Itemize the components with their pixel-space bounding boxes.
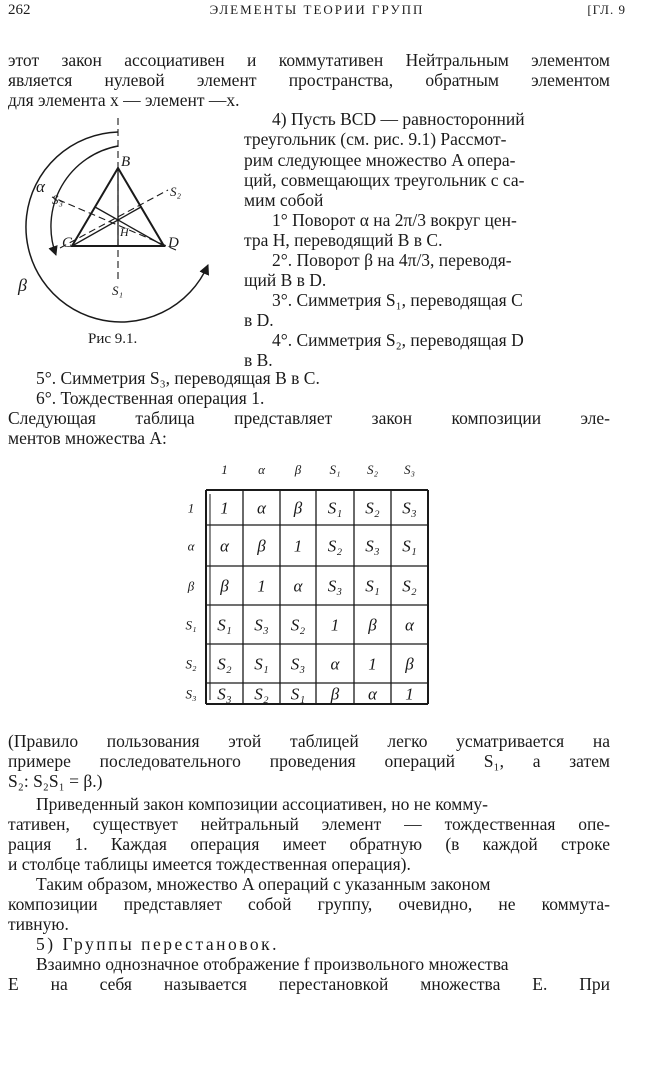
- body-line: (Правило пользования этой таблицей легко усматривается на: [8, 731, 610, 751]
- composition-table: [0, 455, 650, 715]
- table-row-header: β: [187, 578, 195, 594]
- table-cell: 1: [220, 498, 229, 518]
- table-cell: β: [368, 615, 377, 635]
- table-cell: S₁: [327, 498, 343, 518]
- label-d: D: [168, 235, 179, 251]
- table-cell: α: [405, 615, 414, 635]
- table-cell: S₂: [254, 684, 269, 704]
- right-column-line: треугольник (см. рис. 9.1) Рассмот-: [244, 129, 507, 149]
- table-cell: β: [220, 576, 229, 596]
- label-s2: S₂: [170, 184, 182, 199]
- table-cell: S₃: [254, 615, 269, 635]
- right-column-line: 4°. Симметрия S₂, переводящая D: [272, 330, 524, 350]
- table-cell: 1: [405, 684, 414, 704]
- right-column-line: 2°. Поворот β на 4π/3, переводя-: [272, 250, 512, 270]
- intro-line: этот закон ассоциативен и коммутативен Нейтральным элементом: [8, 50, 610, 70]
- right-column-line: мим собой: [244, 190, 324, 210]
- table-cell: β: [405, 654, 414, 674]
- body-line: 5°. Симметрия S₃, переводящая B в C.: [36, 368, 320, 388]
- intro-line: является нулевой элемент пространства, обратным элементом: [8, 70, 610, 90]
- body-line: примере последовательного проведения операций S₁, а затем: [8, 751, 610, 771]
- label-c: C: [62, 235, 73, 251]
- label-s1: S₁: [112, 283, 124, 298]
- table-cell: S₂: [290, 615, 306, 635]
- table-cell: S₁: [217, 615, 232, 635]
- table-col-header: S₁: [329, 462, 341, 477]
- table-cell: S₂: [402, 576, 417, 596]
- table-cell: S₁: [365, 576, 380, 596]
- label-s3: S₃: [52, 192, 64, 207]
- table-cell: β: [293, 498, 303, 518]
- body-line: 6°. Тождественная операция 1.: [36, 388, 265, 408]
- right-column-line: щий B в D.: [244, 270, 327, 290]
- table-cell: β: [330, 684, 340, 704]
- section-heading: 5) Группы перестановок.: [36, 934, 279, 954]
- label-beta: β: [18, 275, 27, 295]
- table-row-header: α: [187, 538, 195, 554]
- table-row-header: S₁: [185, 617, 197, 633]
- body-line: E на себя называется перестановкой множества E. При: [8, 974, 610, 994]
- right-column-line: рим следующее множество A опера-: [244, 150, 516, 170]
- table-col-header: α: [258, 462, 265, 477]
- body-line: тативен, существует нейтральный элемент — тождественная опе-: [8, 814, 610, 834]
- label-b: B: [121, 154, 131, 170]
- figure-caption: Рис 9.1.: [88, 331, 138, 347]
- table-cell: S₂: [365, 498, 380, 518]
- running-title: ЭЛЕМЕНТЫ ТЕОРИИ ГРУПП: [209, 2, 425, 17]
- table-cell: α: [330, 654, 340, 674]
- body-line: композиции представляет собой группу, очевидно, не коммута-: [8, 894, 610, 914]
- table-cell: 1: [368, 654, 377, 674]
- table-cell: S₃: [290, 654, 306, 674]
- table-cell: S₃: [402, 498, 417, 518]
- table-cell: S₃: [365, 536, 380, 556]
- table-cell: S₁: [402, 536, 417, 556]
- right-column-line: 1° Поворот α на 2π/3 вокруг цен-: [272, 210, 517, 230]
- body-line: Приведенный закон композиции ассоциативен, но не комму-: [36, 794, 489, 814]
- page-number: 262: [8, 2, 31, 18]
- page-header: [8, 0, 626, 22]
- right-column-line: 3°. Симметрия S₁, переводящая C: [272, 290, 523, 310]
- right-column-line: 4) Пусть BCD — равносторонний: [272, 109, 525, 129]
- body-line: S₂: S₂S₁ = β.): [8, 771, 103, 791]
- body-line: Следующая таблица представляет закон композиции эле-: [8, 408, 610, 428]
- table-cell: S₂: [327, 536, 343, 556]
- body-line: Таким образом, множество A операций с указанным законом: [36, 874, 491, 894]
- figure-9-1: [0, 110, 240, 330]
- chapter-label: [ГЛ. 9: [587, 2, 626, 17]
- table-cell: S₃: [327, 576, 343, 596]
- body-line: рация 1. Каждая операция имеет обратную (в каждой строке: [8, 834, 610, 854]
- table-cell: 1: [330, 615, 340, 635]
- table-col-header: S₂: [366, 462, 379, 477]
- right-column-line: в D.: [244, 310, 274, 330]
- table-col-header: S₃: [403, 462, 416, 477]
- table-cell: S₁: [290, 684, 306, 704]
- table-cell: α: [220, 536, 229, 556]
- body-line: ментов множества A:: [8, 428, 167, 448]
- table-cell: S₂: [217, 654, 232, 674]
- body-line: и столбце таблицы имеется тождественная операция).: [8, 854, 411, 874]
- table-col-header: 1: [221, 462, 228, 477]
- right-column-line: тра H, переводящий B в C.: [244, 230, 443, 250]
- table-col-header: β: [294, 462, 302, 477]
- table-row-header: S₂: [185, 656, 197, 672]
- table-cell: α: [368, 684, 377, 704]
- right-column-line: в B.: [244, 350, 273, 370]
- table-cell: 1: [293, 536, 303, 556]
- table-cell: α: [257, 498, 266, 518]
- table-cell: 1: [257, 576, 266, 596]
- table-cell: S₃: [217, 684, 232, 704]
- table-row-header: 1: [187, 500, 195, 516]
- table-cell: S₁: [254, 654, 269, 674]
- body-line: тивную.: [8, 914, 69, 934]
- label-h: H: [120, 225, 129, 239]
- table-cell: β: [257, 536, 266, 556]
- table-row-header: S₃: [185, 686, 197, 702]
- label-alpha: α: [36, 177, 45, 196]
- body-line: Взаимно однозначное отображение f произвольного множества: [36, 954, 509, 974]
- right-column-line: ций, совмещающих треугольник с са-: [244, 170, 525, 190]
- intro-line: для элемента x — элемент —x.: [8, 90, 240, 110]
- table-cell: α: [293, 576, 303, 596]
